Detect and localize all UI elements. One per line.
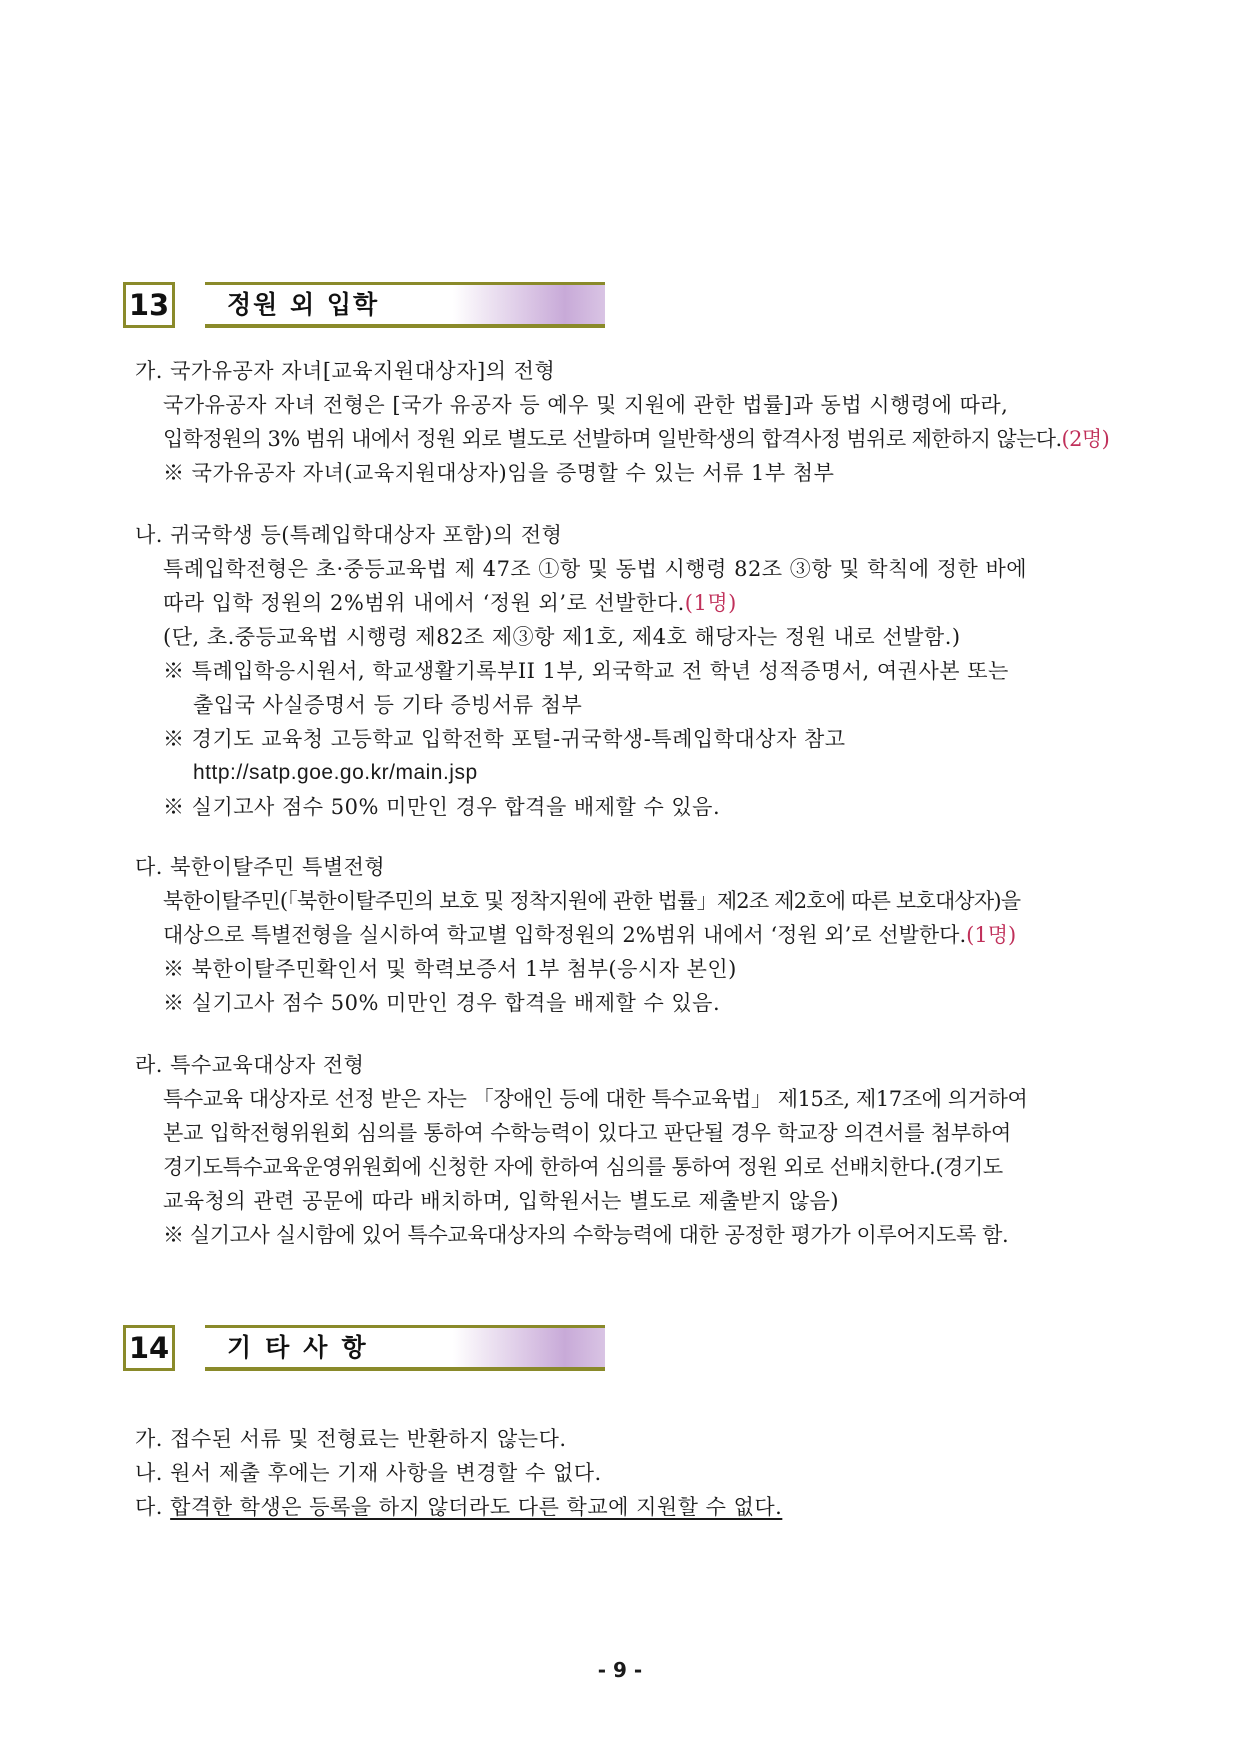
ra-heading: 라. 특수교육대상자 전형 <box>135 1053 365 1077</box>
misc-item-1: 가. 접수된 서류 및 전형료는 반환하지 않는다. <box>135 1427 567 1451</box>
da-line-2-text: 대상으로 특별전형을 실시하여 학교별 입학정원의 2%범위 내에서 ‘정원 외’로 선발한다. <box>163 923 967 947</box>
ra-line-2: 본교 입학전형위원회 심의를 통하여 수학능력이 있다고 판단될 경우 학교장 의견서를 첨부하여 <box>163 1121 1012 1145</box>
da-note-1: ※ 북한이탈주민확인서 및 학력보증서 1부 첨부(응시자 본인) <box>163 957 737 981</box>
section-13-title: 정원 외 입학 <box>227 290 380 319</box>
na-portal-link[interactable]: http://satp.goe.go.kr/main.jsp <box>193 761 478 784</box>
ra-note-1: ※ 실기고사 실시함에 있어 특수교육대상자의 수학능력에 대한 공정한 평가가 이루어지도록 함. <box>163 1223 1009 1247</box>
da-line-2 <box>163 920 1016 950</box>
na-note-1: ※ 특례입학응시원서, 학교생활기록부II 1부, 외국학교 전 학년 성적증명서, 여권사본 또는 <box>163 659 1009 683</box>
na-note-2: ※ 경기도 교육청 고등학교 입학전학 포털-귀국학생-특례입학대상자 참고 <box>163 727 846 751</box>
ga-line-2-text: 입학정원의 3% 범위 내에서 정원 외로 별도로 선발하며 일반학생의 합격사정 범위로 제한하지 않는다. <box>163 427 1062 451</box>
misc-item-3 <box>135 1492 782 1522</box>
na-note-1-cont: 출입국 사실증명서 등 기타 증빙서류 첨부 <box>193 693 583 717</box>
na-quota: (1명) <box>684 591 737 615</box>
ga-note-1: ※ 국가유공자 자녀(교육지원대상자)임을 증명할 수 있는 서류 1부 첨부 <box>163 461 835 485</box>
ra-line-1: 특수교육 대상자로 선정 받은 자는 「장애인 등에 대한 특수교육법」 제15조, 제17조에 의거하여 <box>163 1087 1028 1111</box>
misc-item-2: 나. 원서 제출 후에는 기재 사항을 변경할 수 없다. <box>135 1461 602 1485</box>
na-line-3: (단, 초.중등교육법 시행령 제82조 제③항 제1호, 제4호 해당자는 정원 내로 선발함.) <box>163 625 961 649</box>
na-line-1: 특례입학전형은 초·중등교육법 제 47조 ①항 및 동법 시행령 82조 ③항 및 학칙에 정한 바에 <box>163 557 1028 581</box>
section-14-title: 기타사항 <box>227 1333 380 1362</box>
na-heading: 나. 귀국학생 등(특례입학대상자 포함)의 전형 <box>135 523 563 547</box>
misc-item-3-underlined: 합격한 학생은 등록을 하지 않더라도 다른 학교에 지원할 수 없다. <box>170 1495 783 1519</box>
da-note-2: ※ 실기고사 점수 50% 미만인 경우 합격을 배제할 수 있음. <box>163 991 721 1015</box>
ra-line-4: 교육청의 관련 공문에 따라 배치하며, 입학원서는 별도로 제출받지 않음) <box>163 1189 840 1213</box>
na-line-2 <box>163 588 737 618</box>
da-quota: (1명) <box>966 923 1017 947</box>
section-14-number: 14 <box>123 1325 175 1371</box>
section-13-title-bar <box>205 282 605 328</box>
ga-line-1: 국가유공자 자녀 전형은 [국가 유공자 등 예우 및 지원에 관한 법률]과 동법 시행령에 따라, <box>163 393 1009 417</box>
da-line-1: 북한이탈주민(「북한이탈주민의 보호 및 정착지원에 관한 법률」제2조 제2호에 따른 보호대상자)을 <box>163 889 1021 913</box>
section-14-title-bar <box>205 1325 605 1371</box>
ga-heading: 가. 국가유공자 자녀[교육지원대상자]의 전형 <box>135 359 556 383</box>
ga-quota: (2명) <box>1061 427 1110 451</box>
section-13-header <box>123 282 608 334</box>
ra-line-3: 경기도특수교육운영위원회에 신청한 자에 한하여 심의를 통하여 정원 외로 선배치한다.(경기도 <box>163 1155 1003 1179</box>
section-13-number: 13 <box>123 282 175 328</box>
misc-item-3-prefix: 다. <box>135 1495 171 1519</box>
page-number: - 9 - <box>597 1658 643 1682</box>
ga-line-2 <box>163 424 1109 454</box>
na-line-2-text: 따라 입학 정원의 2%범위 내에서 ‘정원 외’로 선발한다. <box>163 591 685 615</box>
section-14-header <box>123 1325 608 1377</box>
da-heading: 다. 북한이탈주민 특별전형 <box>135 855 386 879</box>
na-note-3: ※ 실기고사 점수 50% 미만인 경우 합격을 배제할 수 있음. <box>163 795 721 819</box>
